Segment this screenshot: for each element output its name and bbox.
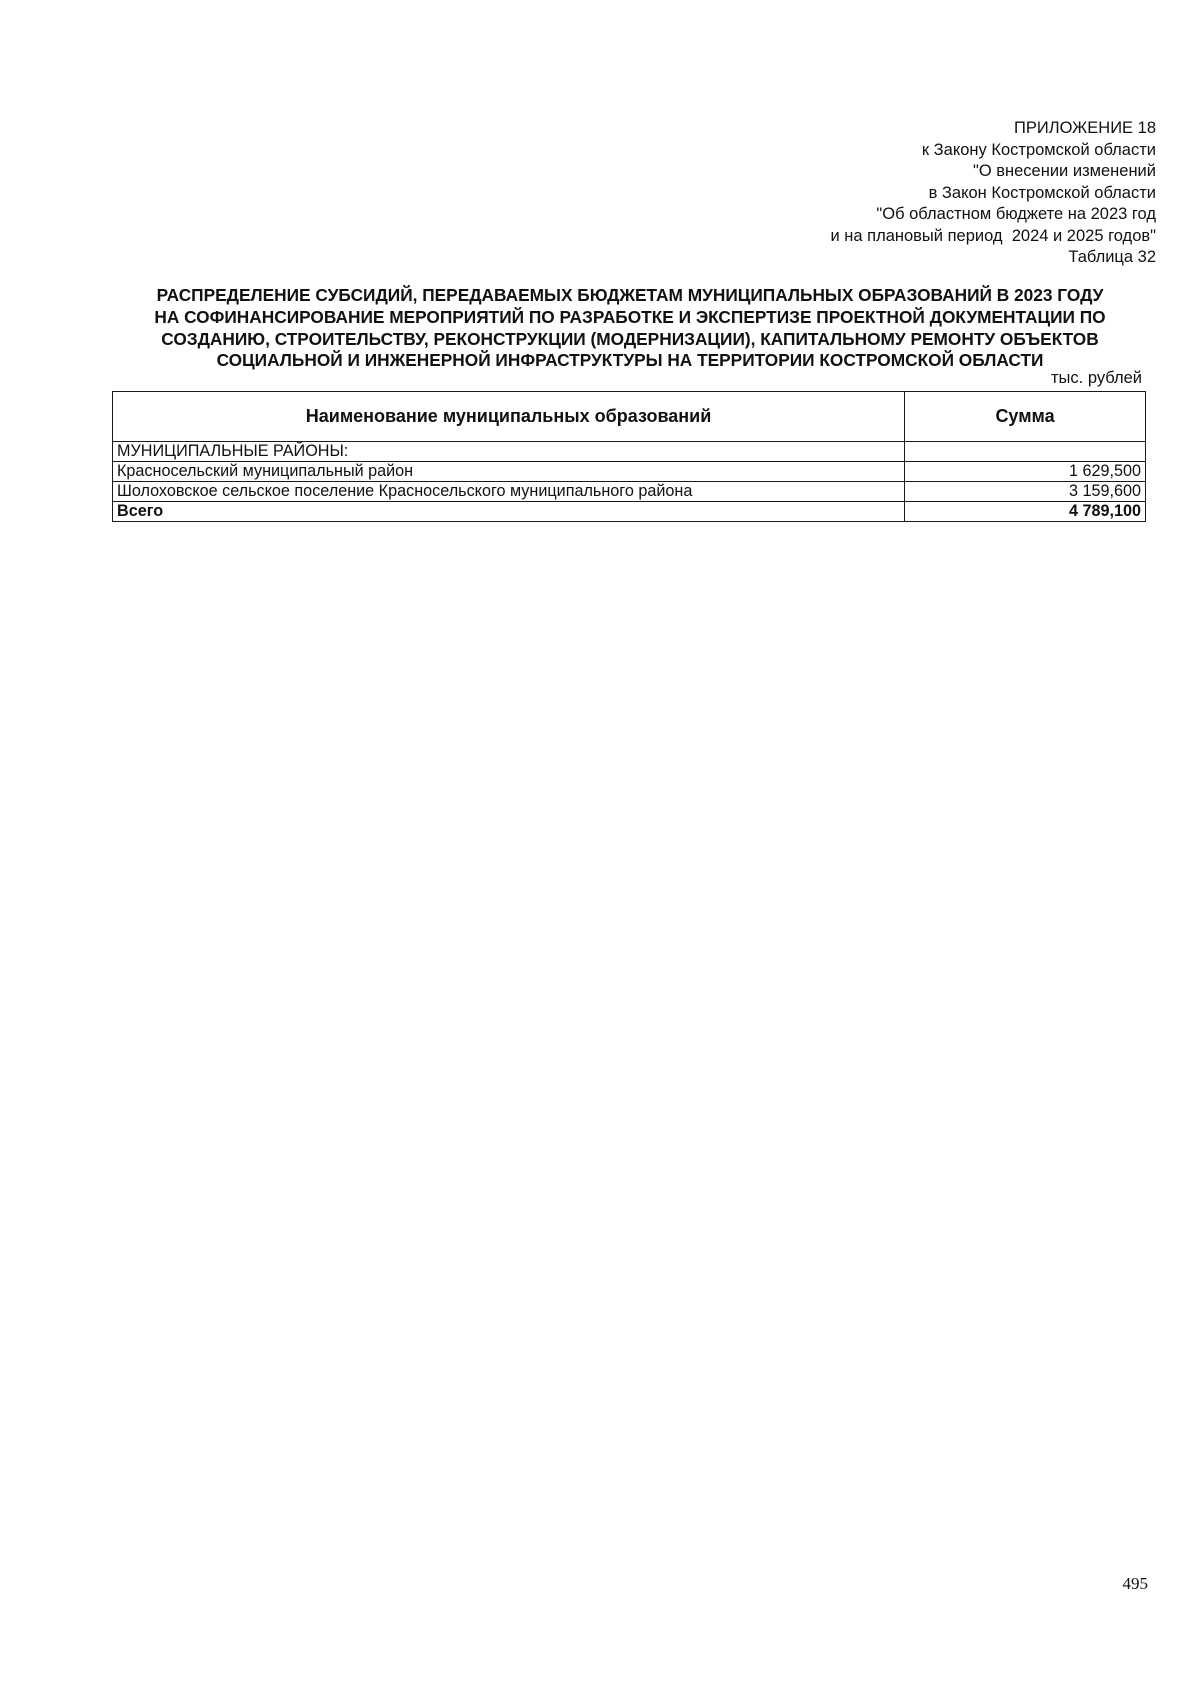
row-name: Красносельский муниципальный район	[113, 462, 905, 482]
row-sum: 3 159,600	[905, 482, 1146, 502]
column-header-name: Наименование муниципальных образований	[113, 392, 905, 442]
appendix-law-title-line-2: в Закон Костромской области	[928, 183, 1156, 202]
total-row	[113, 502, 1146, 522]
table-header-row	[113, 392, 1146, 442]
total-sum: 4 789,100	[905, 502, 1146, 522]
appendix-number: ПРИЛОЖЕНИЕ 18	[1014, 119, 1156, 137]
document-title	[110, 285, 1150, 372]
appendix-law-title-line-4: и на плановый период 2024 и 2025 годов"	[830, 226, 1156, 245]
table-row	[113, 462, 1146, 482]
units-label: тыс. рублей	[1051, 369, 1142, 387]
row-sum	[905, 442, 1146, 462]
document-title-line-1: РАСПРЕДЕЛЕНИЕ СУБСИДИЙ, ПЕРЕДАВАЕМЫХ БЮДЖЕТАМ МУНИЦИПАЛЬНЫХ ОБРАЗОВАНИЙ В 2023 ГОДУ	[156, 285, 1104, 305]
column-header-sum: Сумма	[905, 392, 1146, 442]
total-label: Всего	[113, 502, 905, 522]
page-number: 495	[1122, 1574, 1148, 1593]
document-title-line-4: СОЦИАЛЬНОЙ И ИНЖЕНЕРНОЙ ИНФРАСТРУКТУРЫ НА ТЕРРИТОРИИ КОСТРОМСКОЙ ОБЛАСТИ	[216, 350, 1044, 371]
row-name: Шолоховское сельское поселение Красносельского муниципального района	[113, 482, 905, 502]
row-sum: 1 629,500	[905, 462, 1146, 482]
table-row	[113, 442, 1146, 462]
document-title-line-2: НА СОФИНАНСИРОВАНИЕ МЕРОПРИЯТИЙ ПО РАЗРАБОТКЕ И ЭКСПЕРТИЗЕ ПРОЕКТНОЙ ДОКУМЕНТАЦИИ ПО	[154, 306, 1106, 327]
appendix-header	[636, 118, 1156, 269]
row-name: МУНИЦИПАЛЬНЫЕ РАЙОНЫ:	[113, 442, 905, 462]
document-title-line-3: СОЗДАНИЮ, СТРОИТЕЛЬСТВУ, РЕКОНСТРУКЦИИ (МОДЕРНИЗАЦИИ), КАПИТАЛЬНОМУ РЕМОНТУ ОБЪЕКТОВ	[161, 328, 1099, 349]
appendix-law-reference: к Закону Костромской области	[921, 140, 1156, 159]
table-row	[113, 482, 1146, 502]
subsidy-table	[112, 391, 1146, 522]
table-number: Таблица 32	[1068, 248, 1156, 266]
appendix-law-title-line-3: "Об областном бюджете на 2023 год	[876, 205, 1156, 223]
appendix-law-title-line-1: "О внесении изменений	[972, 162, 1156, 180]
